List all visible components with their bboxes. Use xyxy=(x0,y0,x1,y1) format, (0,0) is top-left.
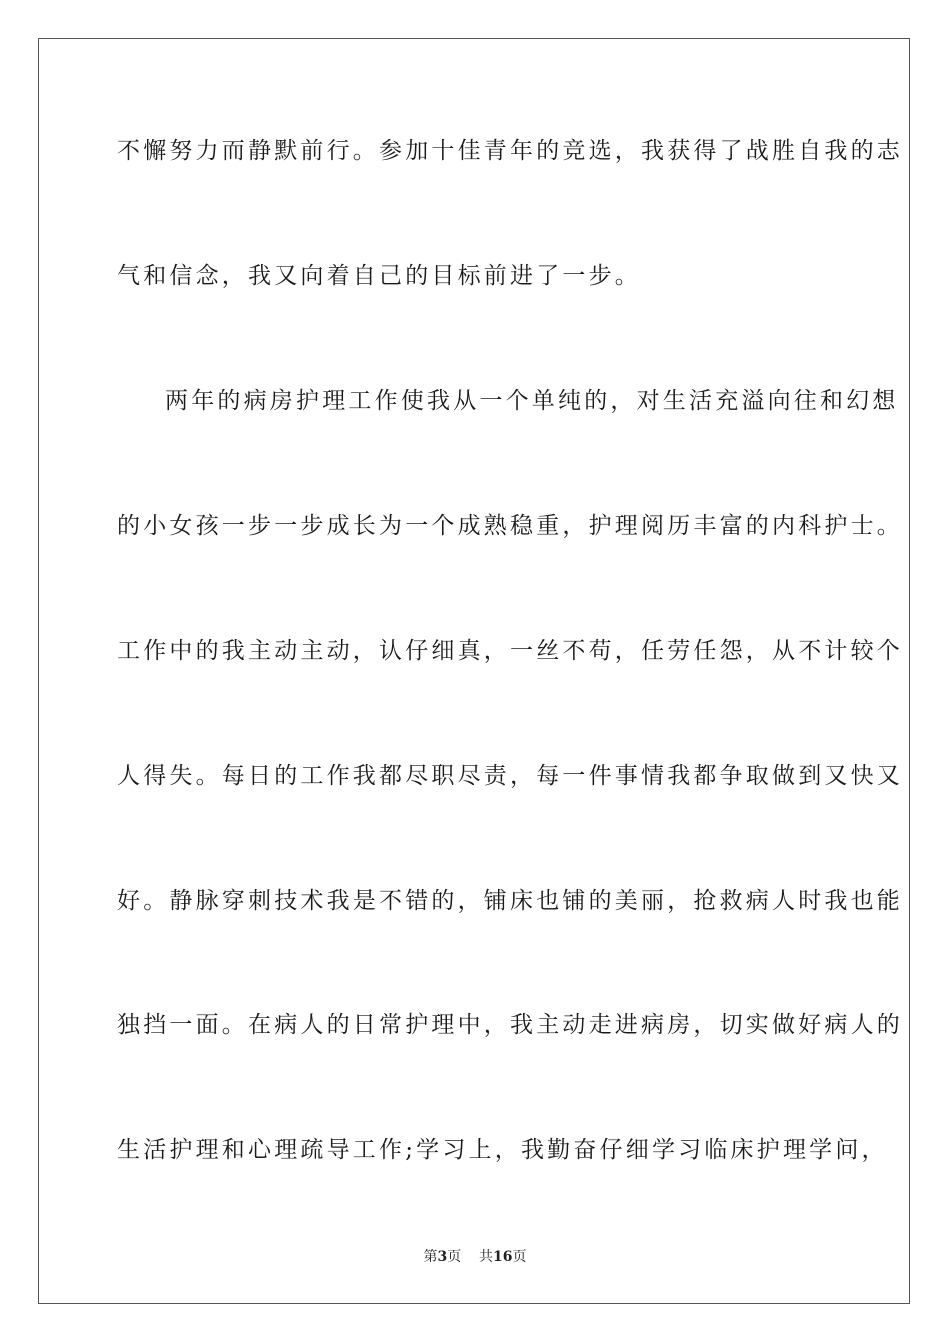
paragraph-first-line: 两年的病房护理工作使我从一个单纯的，对生活充溢向往和幻想 xyxy=(165,388,899,414)
total-suffix: 页 xyxy=(512,1249,527,1265)
total-pages: 16 xyxy=(493,1249,513,1265)
body-text-line: 气和信念，我又向着自己的目标前进了一步。 xyxy=(117,263,641,289)
body-text-line: 独挡一面。在病人的日常护理中，我主动走进病房，切实做好病人的 xyxy=(117,1012,903,1038)
body-text-line: 好。静脉穿刺技术我是不错的，铺床也铺的美丽，抢救病人时我也能 xyxy=(117,888,903,914)
total-prefix: 共 xyxy=(479,1249,494,1265)
body-text-line: 人得失。每日的工作我都尽职尽责，每一件事情我都争取做到又快又 xyxy=(117,763,903,789)
body-text-line: 生活护理和心理疏导工作;学习上，我勤奋仔细学习临床护理学问， xyxy=(117,1137,888,1163)
page-suffix: 页 xyxy=(447,1249,462,1265)
page-prefix: 第 xyxy=(423,1249,438,1265)
page-border xyxy=(38,38,910,1304)
page-number: 3 xyxy=(437,1249,448,1265)
body-text-line: 工作中的我主动主动，认仔细真，一丝不苟，任劳任怨，从不计较个 xyxy=(117,638,903,664)
body-text-line: 不懈努力而静默前行。参加十佳青年的竞选，我获得了战胜自我的志 xyxy=(117,138,903,164)
page-footer xyxy=(0,1248,950,1266)
body-text-line: 的小女孩一步一步成长为一个成熟稳重，护理阅历丰富的内科护士。 xyxy=(117,513,903,539)
